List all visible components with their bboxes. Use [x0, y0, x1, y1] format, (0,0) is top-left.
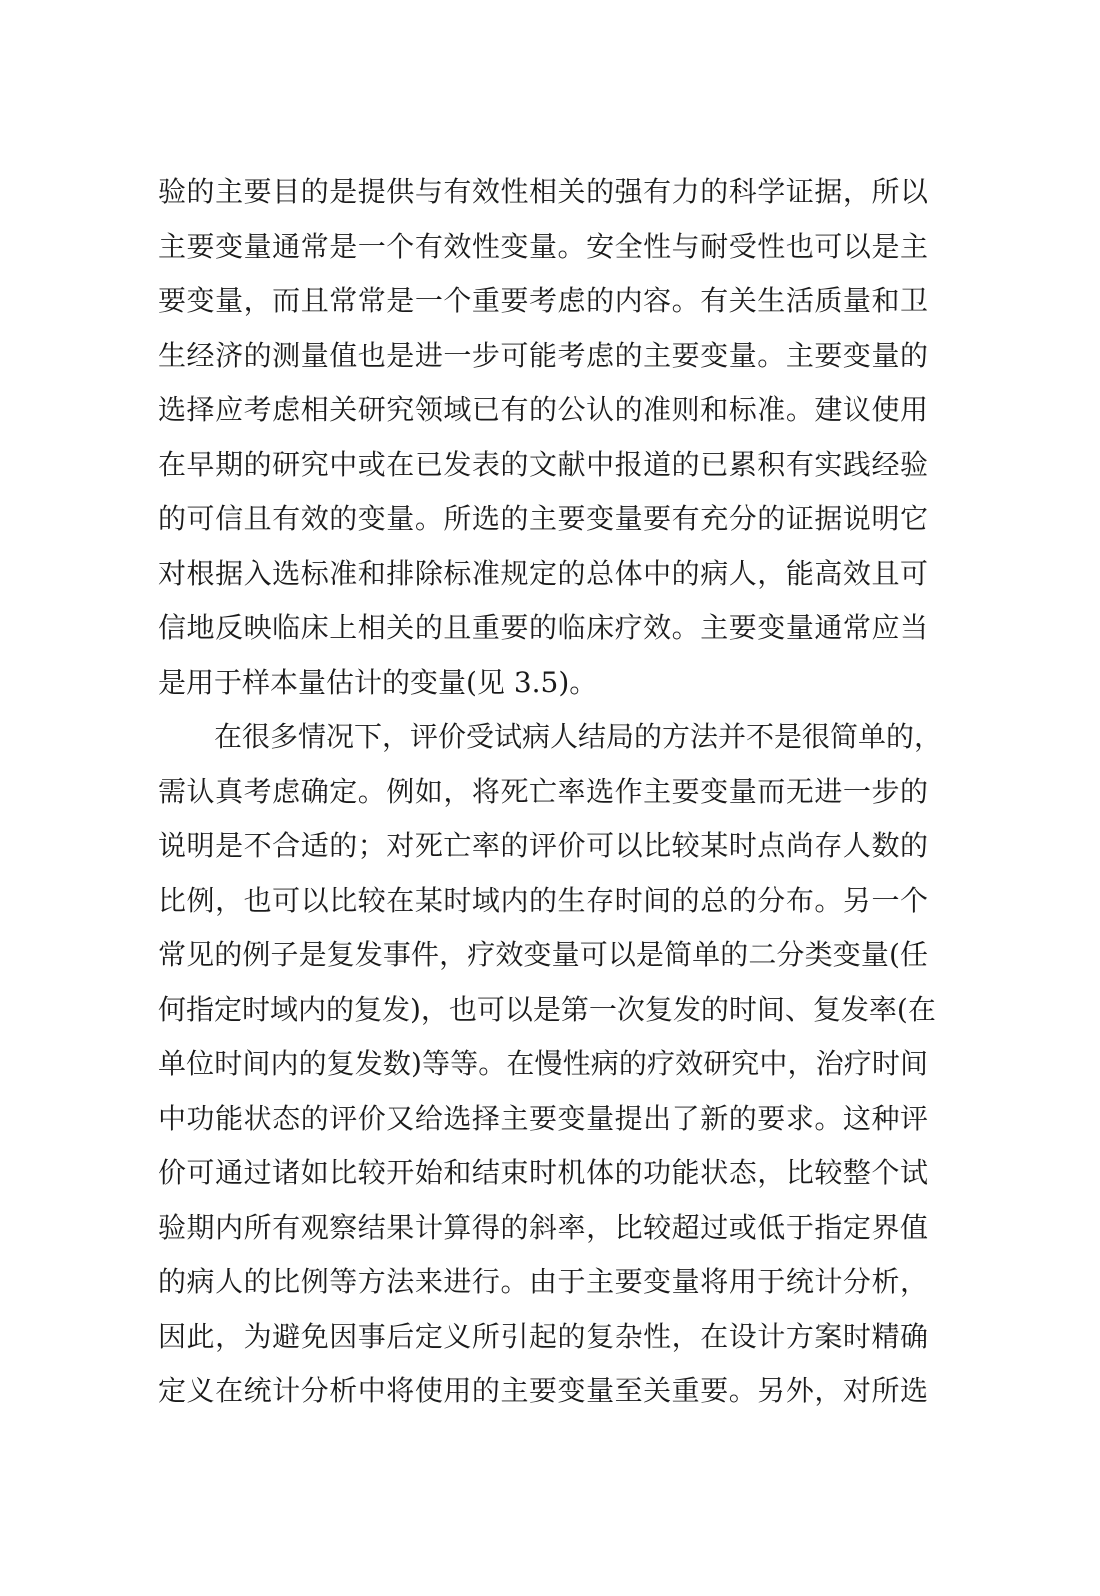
text-line: 在早期的研究中或在已发表的文献中报道的已累积有实践经验	[158, 447, 928, 481]
paragraph-1	[158, 165, 928, 710]
paragraph-2	[158, 710, 943, 1419]
text-line: 的病人的比例等方法来进行。由于主要变量将用于统计分析，	[158, 1265, 928, 1298]
text-line: 的可信且有效的变量。所选的主要变量要有充分的证据说明它	[158, 502, 928, 535]
text-line: 选择应考虑相关研究领域已有的公认的准则和标准。建议使用	[158, 393, 928, 426]
text-line: 验的主要目的是提供与有效性相关的强有力的科学证据，所以	[158, 175, 928, 208]
text-line: 常见的例子是复发事件，疗效变量可以是简单的二分类变量(任	[158, 938, 928, 971]
text-line: 价可通过诸如比较开始和结束时机体的功能状态，比较整个试	[158, 1156, 928, 1189]
text-line: 生经济的测量值也是进一步可能考虑的主要变量。主要变量的	[158, 338, 928, 372]
text-line: 定义在统计分析中将使用的主要变量至关重要。另外，对所选	[158, 1374, 928, 1407]
text-body	[158, 165, 943, 1419]
text-line: 说明是不合适的；对死亡率的评价可以比较某时点尚存人数的	[158, 829, 928, 862]
text-line: 信地反映临床上相关的且重要的临床疗效。主要变量通常应当	[158, 611, 928, 644]
text-line: 因此，为避免因事后定义所引起的复杂性，在设计方案时精确	[158, 1319, 928, 1353]
text-line: 主要变量通常是一个有效性变量。安全性与耐受性也可以是主	[158, 229, 928, 263]
text-line: 中功能状态的评价又给选择主要变量提出了新的要求。这种评	[158, 1101, 928, 1135]
text-line: 需认真考虑确定。例如，将死亡率选作主要变量而无进一步的	[158, 774, 928, 808]
text-line: 单位时间内的复发数)等等。在慢性病的疗效研究中，治疗时间	[158, 1047, 928, 1080]
text-line: 验期内所有观察结果计算得的斜率，比较超过或低于指定界值	[158, 1210, 928, 1244]
text-line: 是用于样本量估计的变量(见 3.5)。	[158, 665, 598, 699]
text-line: 对根据入选标准和排除标准规定的总体中的病人，能高效且可	[158, 556, 928, 590]
text-line: 要变量，而且常常是一个重要考虑的内容。有关生活质量和卫	[158, 284, 928, 317]
text-line: 比例，也可以比较在某时域内的生存时间的总的分布。另一个	[158, 883, 928, 917]
text-line: 何指定时域内的复发)，也可以是第一次复发的时间、复发率(在	[158, 992, 936, 1026]
text-line: 在很多情况下，评价受试病人结局的方法并不是很简单的，	[214, 720, 943, 753]
